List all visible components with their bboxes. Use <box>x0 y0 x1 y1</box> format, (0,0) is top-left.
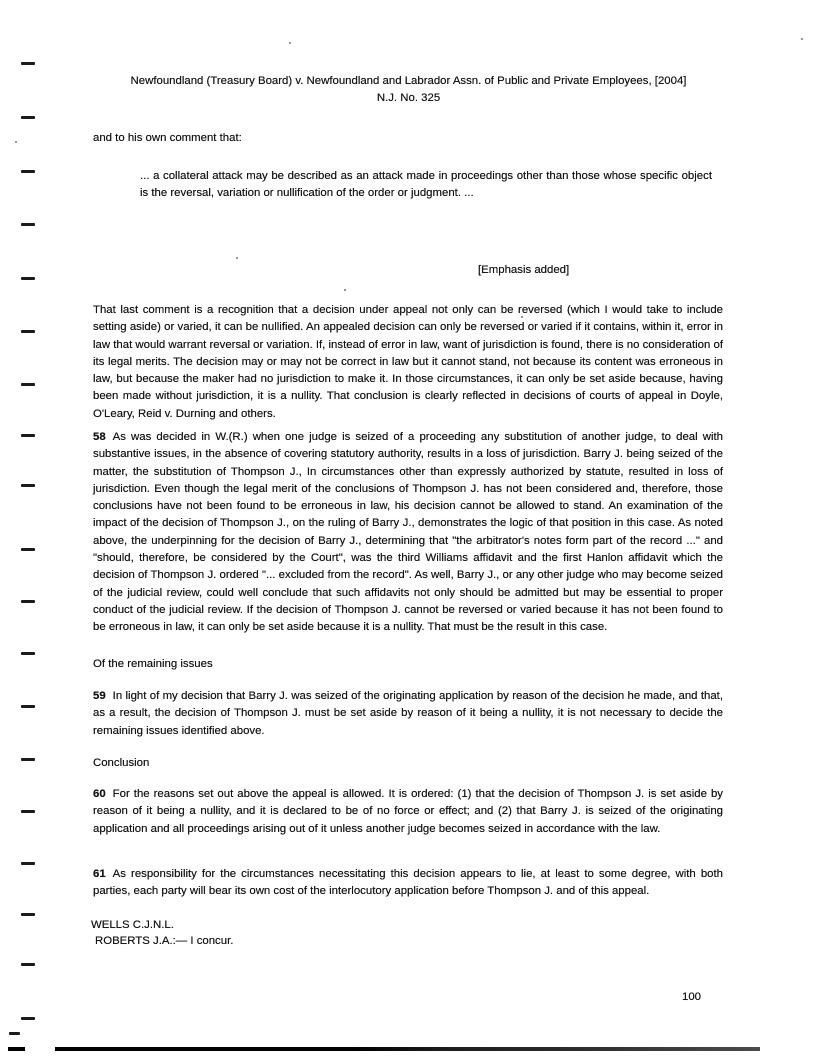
block-quote: ... a collateral attack may be described as an attack made in proceedings other than those whose specific object is the reversal, variation or nullification of the order or judgment. ... <box>140 170 712 200</box>
paragraph-58-text: As was decided in W.(R.) when one judge is seized of a proceeding any substitution of another judge, to deal with substantive issues, in the absence of covering statutory authority, results in a loss of jurisdiction. Barry J. being seized of the matter, the substitution of Thompson J., In circumstances other than expressly authorized by statute, resulted in loss of jurisdiction. Even though the legal merit of the conclusions of Thompson J. has not been considered and, therefore, those conclusions have not been found to be erroneous in law, his decision cannot be allowed to stand. An examination of the impact of the decision of Thompson J., on the ruling of Barry J., demonstrates the logic of that position in this case. As noted above, the underpinning for the decision of Barry J., determining that "the arbitrator's notes form part of the record ..." and "should, therefore, be considered by the Court", was the third Williams affidavit and the first Hanlon affidavit which the decision of Thompson J. ordered "... excluded from the record". As well, Barry J., or any other judge who may become seized of the judicial review, could well conclude that such affidavits not only should be admitted but may be essential to proper conduct of the judicial review. If the decision of Thompson J. cannot be reversed or varied because it has not been found to be erroneous in law, it can only be set aside because it is a nullity. That must be the result in this case. <box>93 431 723 634</box>
scan-speck <box>344 289 346 291</box>
bottom-scan-bar <box>55 1047 760 1051</box>
binding-mark <box>21 963 35 966</box>
paragraph-59 <box>93 688 723 740</box>
paragraph-59-text: In light of my decision that Barry J. was seized of the originating application by reason of the decision he made, and that, as a result, the decision of Thompson J. must be set aside by reason of it being a nullity, it is not necessary to decide the remaining issues identified above. <box>93 690 723 737</box>
paragraph-58 <box>93 429 723 637</box>
binding-mark <box>21 330 35 333</box>
binding-mark <box>21 277 35 280</box>
binding-mark <box>21 62 35 65</box>
scan-speck <box>289 42 291 44</box>
binding-mark <box>21 913 35 916</box>
binding-mark <box>21 810 35 813</box>
paragraph-60-text: For the reasons set out above the appeal is allowed. It is ordered: (1) that the decision of Thompson J. is set aside by reason of it being a nullity, and it is declared to be of no force or effect; and (2) that Barry J. is seized of the originating application and all proceedings arising out of it unless another judge becomes seized in accordance with the law. <box>93 788 723 835</box>
signature-wells: WELLS C.J.N.L. <box>91 919 174 931</box>
binding-mark <box>21 758 35 761</box>
binding-mark <box>9 1032 20 1035</box>
scan-speck <box>801 38 803 40</box>
case-citation-line2: N.J. No. 325 <box>376 92 441 105</box>
binding-mark <box>21 383 35 386</box>
case-citation-line1: Newfoundland (Treasury Board) v. Newfoundland and Labrador Assn. of Public and Private Employees, [2004] <box>130 75 687 87</box>
paragraph-61-text: As responsibility for the circumstances necessitating this decision appears to lie, at least to some degree, with both parties, each party will bear its own cost of the interlocutory application before Thompson J. and of this appeal. <box>93 868 723 898</box>
bottom-scan-dash <box>8 1047 25 1051</box>
heading-remaining-issues: Of the remaining issues <box>93 658 213 670</box>
scan-speck <box>15 141 17 143</box>
binding-mark <box>21 652 35 655</box>
scan-speck <box>236 257 238 259</box>
binding-mark <box>21 705 35 708</box>
paragraph-61-number: 61 <box>93 868 106 880</box>
heading-conclusion: Conclusion <box>93 757 150 769</box>
intro-line: and to his own comment that: <box>93 132 242 144</box>
paragraph-58-number: 58 <box>93 431 106 443</box>
paragraph-59-number: 59 <box>93 690 106 702</box>
page-number: 100 <box>682 991 702 1003</box>
binding-mark <box>21 862 35 865</box>
binding-mark <box>21 548 35 551</box>
binding-mark <box>21 170 35 173</box>
signature-roberts: ROBERTS J.A.:— I concur. <box>95 935 234 947</box>
paragraph-61 <box>93 866 723 901</box>
emphasis-note: [Emphasis added] <box>478 264 570 276</box>
binding-mark <box>21 600 35 603</box>
paragraph-unnumbered: That last comment is a recognition that a decision under appeal not only can be reversed (which I would take to include setting aside) or varied, it can be nullified. An appealed decision can only be reversed or varied if it contains, within it, error in law that would warrant reversal or variation. If, instead of error in law, want of jurisdiction is found, there is no consideration of its legal merits. The decision may or may not be correct in law but it cannot stand, not because its content was erroneous in law, but because the maker had no jurisdiction to make it. In those circumstances, it can only be set aside because, having been made without jurisdiction, it is a nullity. That conclusion is clearly reflected in decisions of courts of appeal in Doyle, O'Leary, Reid v. Durning and others. <box>93 304 723 420</box>
case-citation <box>60 73 757 108</box>
binding-mark <box>21 116 35 119</box>
binding-mark <box>21 484 35 487</box>
binding-mark <box>21 434 35 437</box>
binding-mark <box>21 223 35 226</box>
paragraph-60-number: 60 <box>93 788 106 800</box>
binding-mark <box>21 1017 35 1020</box>
paragraph-60 <box>93 786 723 838</box>
